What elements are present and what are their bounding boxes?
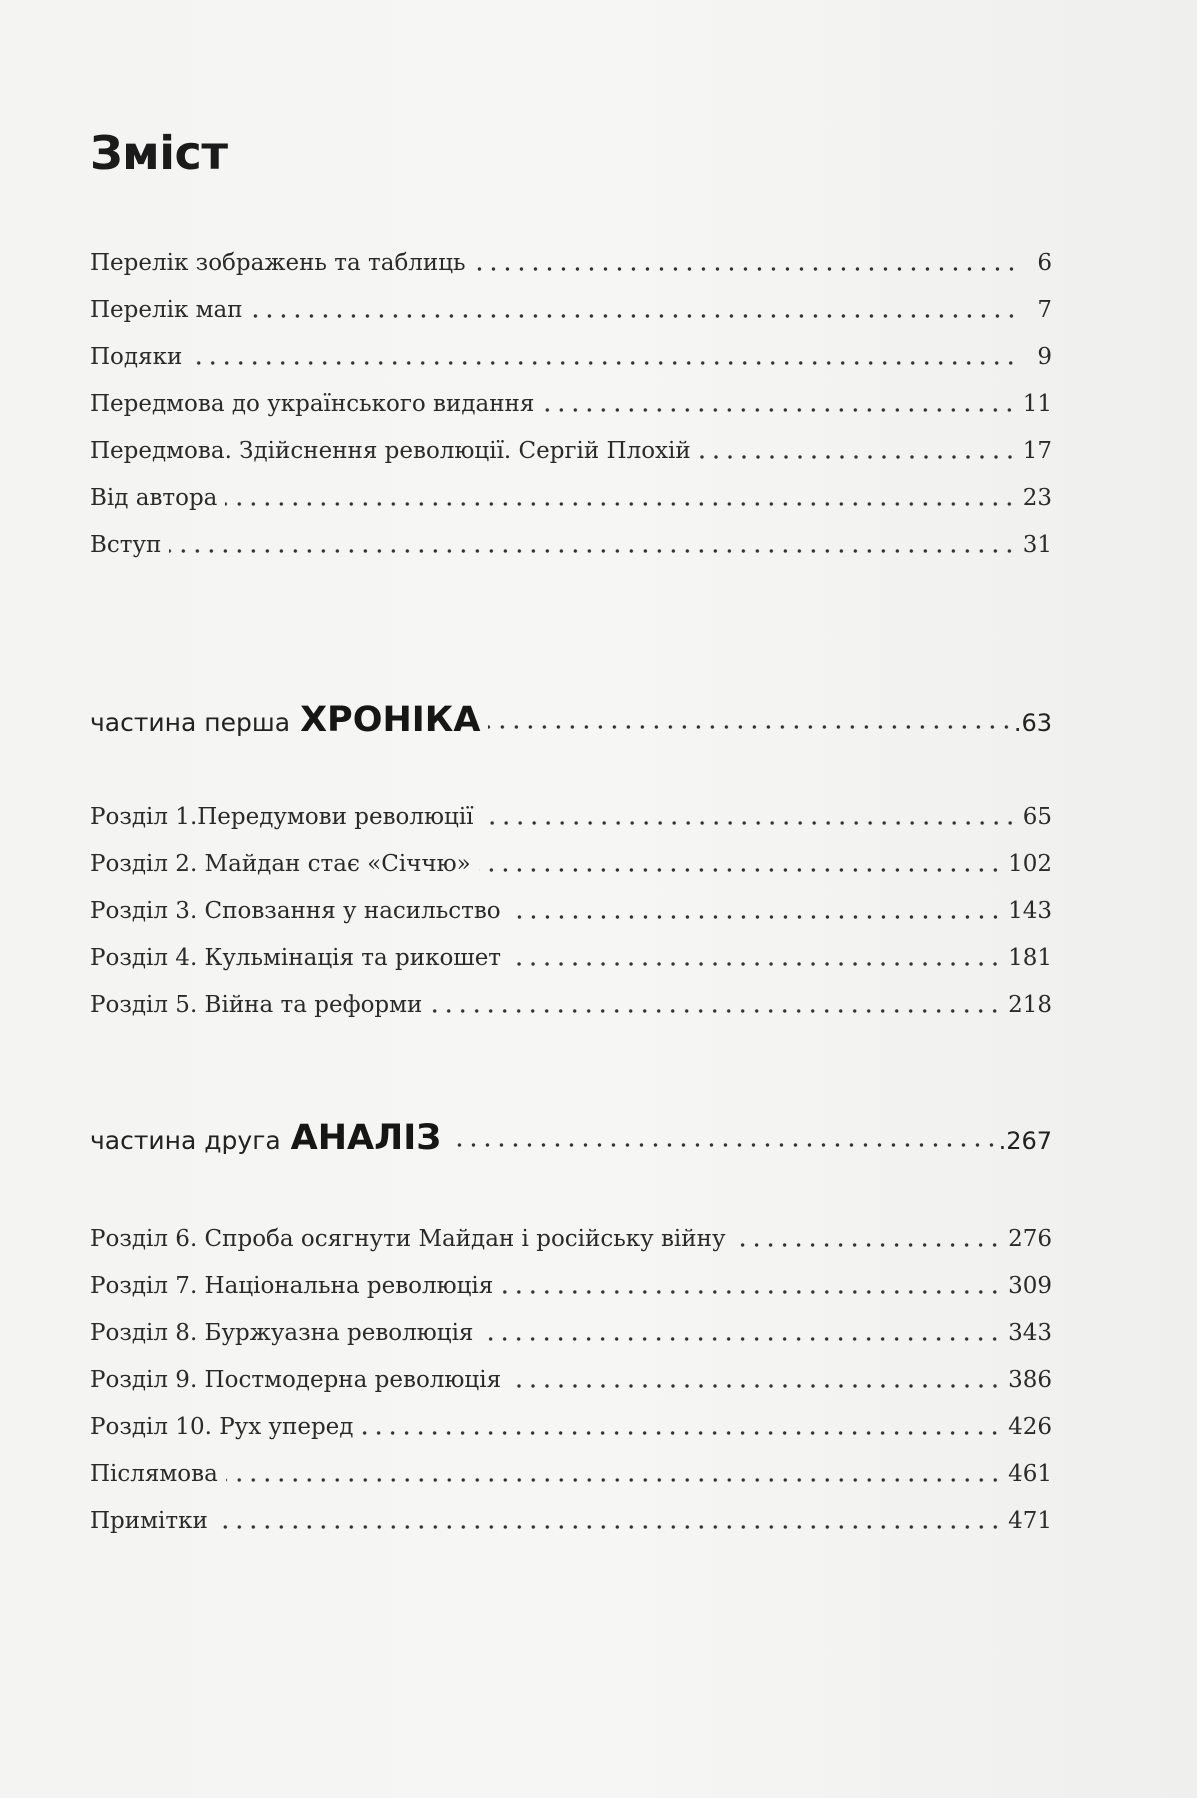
front-matter-list bbox=[90, 240, 1052, 569]
toc-entry-label: Розділ 1.Передумови революції bbox=[90, 804, 474, 830]
toc-entry-page: 143 bbox=[1008, 898, 1052, 924]
leader-dots bbox=[226, 1476, 1002, 1484]
leader-dots bbox=[509, 960, 1002, 968]
toc-entry-label: Примітки bbox=[90, 1508, 208, 1534]
toc-entry[interactable] bbox=[90, 1357, 1052, 1404]
leader-dots bbox=[430, 1007, 1002, 1015]
toc-entry-label: Вступ bbox=[90, 532, 162, 558]
toc-entry-page: 9 bbox=[1037, 344, 1052, 370]
toc-entry[interactable] bbox=[90, 240, 1052, 287]
toc-entry-page: 386 bbox=[1008, 1367, 1052, 1393]
toc-entry-label: Подяки bbox=[90, 344, 183, 370]
toc-entry[interactable] bbox=[90, 1404, 1052, 1451]
toc-entry[interactable] bbox=[90, 381, 1052, 428]
toc-entry-label: Розділ 3. Сповзання у насильство bbox=[90, 898, 501, 924]
leader-dots bbox=[509, 1382, 1002, 1390]
toc-entry-label: Післямова bbox=[90, 1461, 218, 1487]
part-heading[interactable] bbox=[90, 690, 1052, 750]
leader-dots bbox=[251, 312, 1018, 320]
leader-dots bbox=[225, 500, 1016, 508]
leader-dots bbox=[216, 1523, 1002, 1531]
leader-dots bbox=[542, 406, 1016, 414]
toc-entry-label: Перелік мап bbox=[90, 297, 243, 323]
toc-entry-page: 23 bbox=[1022, 485, 1052, 511]
page-title: Зміст bbox=[90, 126, 228, 180]
toc-entry-page: 309 bbox=[1008, 1273, 1052, 1299]
toc-entry[interactable] bbox=[90, 1451, 1052, 1498]
toc-entry-page: 276 bbox=[1008, 1226, 1052, 1252]
toc-entry-label: Передмова. Здійснення революції. Сергій Плохій bbox=[90, 438, 691, 464]
leader-dots bbox=[481, 1335, 1002, 1343]
part-name: АНАЛІЗ bbox=[290, 1118, 442, 1158]
leader-dots bbox=[474, 265, 1018, 273]
toc-entry[interactable] bbox=[90, 935, 1052, 982]
toc-entry-page: 461 bbox=[1008, 1461, 1052, 1487]
toc-entry-page: 17 bbox=[1022, 438, 1052, 464]
toc-entry-page: 181 bbox=[1008, 945, 1052, 971]
leader-dots bbox=[733, 1241, 1002, 1249]
part-name: ХРОНІКА bbox=[300, 700, 481, 740]
toc-entry-label: Перелік зображень та таблиць bbox=[90, 250, 466, 276]
leader-dots bbox=[501, 1288, 1002, 1296]
toc-entry[interactable] bbox=[90, 1310, 1052, 1357]
toc-entry[interactable] bbox=[90, 428, 1052, 475]
leader-dots bbox=[509, 913, 1002, 921]
toc-entry-page: 6 bbox=[1037, 250, 1052, 276]
toc-entry[interactable] bbox=[90, 334, 1052, 381]
part-one-chapters bbox=[90, 794, 1052, 1029]
toc-entry[interactable] bbox=[90, 794, 1052, 841]
leader-dots bbox=[169, 547, 1016, 555]
toc-entry[interactable] bbox=[90, 1263, 1052, 1310]
toc-entry-label: Розділ 10. Рух уперед bbox=[90, 1414, 354, 1440]
toc-entry-page: 7 bbox=[1037, 297, 1052, 323]
toc-entry-page: 11 bbox=[1022, 391, 1052, 417]
leader-dots bbox=[488, 723, 1013, 731]
part-two-chapters bbox=[90, 1216, 1052, 1545]
toc-entry-page: 471 bbox=[1008, 1508, 1052, 1534]
leader-dots bbox=[699, 453, 1017, 461]
part-prefix: частина перша bbox=[90, 708, 291, 737]
toc-entry[interactable] bbox=[90, 841, 1052, 888]
toc-entry-label: Передмова до українського видання bbox=[90, 391, 535, 417]
toc-entry-page: 31 bbox=[1022, 532, 1052, 558]
leader-dots bbox=[449, 1141, 998, 1149]
bleed-through-heading bbox=[470, 118, 487, 176]
toc-entry[interactable] bbox=[90, 522, 1052, 569]
toc-entry-page: 102 bbox=[1008, 851, 1052, 877]
toc-entry-page: 218 bbox=[1008, 992, 1052, 1018]
part-one bbox=[90, 690, 1052, 750]
leader-dots bbox=[361, 1429, 1002, 1437]
part-two bbox=[90, 1108, 1052, 1168]
toc-entry-label: Розділ 2. Майдан стає «Січчю» bbox=[90, 851, 471, 877]
part-page: .267 bbox=[998, 1127, 1052, 1155]
part-heading[interactable] bbox=[90, 1108, 1052, 1168]
toc-entry-label: Розділ 4. Кульмінація та рикошет bbox=[90, 945, 502, 971]
leader-dots bbox=[479, 866, 1002, 874]
toc-entry-page: 426 bbox=[1008, 1414, 1052, 1440]
toc-entry[interactable] bbox=[90, 982, 1052, 1029]
toc-entry[interactable] bbox=[90, 888, 1052, 935]
toc-entry-label: Розділ 7. Національна революція bbox=[90, 1273, 494, 1299]
toc-entry[interactable] bbox=[90, 1216, 1052, 1263]
toc-entry[interactable] bbox=[90, 475, 1052, 522]
part-prefix: частина друга bbox=[90, 1126, 281, 1155]
part-page: .63 bbox=[1013, 709, 1052, 737]
toc-entry-label: Розділ 6. Спроба осягнути Майдан і російську війну bbox=[90, 1226, 726, 1252]
toc-entry-label: Розділ 9. Постмодерна революція bbox=[90, 1367, 502, 1393]
leader-dots bbox=[482, 819, 1017, 827]
leader-dots bbox=[190, 359, 1018, 367]
toc-entry-label: Від автора bbox=[90, 485, 218, 511]
toc-entry-page: 65 bbox=[1022, 804, 1052, 830]
toc-entry[interactable] bbox=[90, 1498, 1052, 1545]
toc-entry-label: Розділ 5. Війна та реформи bbox=[90, 992, 423, 1018]
toc-entry[interactable] bbox=[90, 287, 1052, 334]
toc-entry-label: Розділ 8. Буржуазна революція bbox=[90, 1320, 474, 1346]
toc-entry-page: 343 bbox=[1008, 1320, 1052, 1346]
